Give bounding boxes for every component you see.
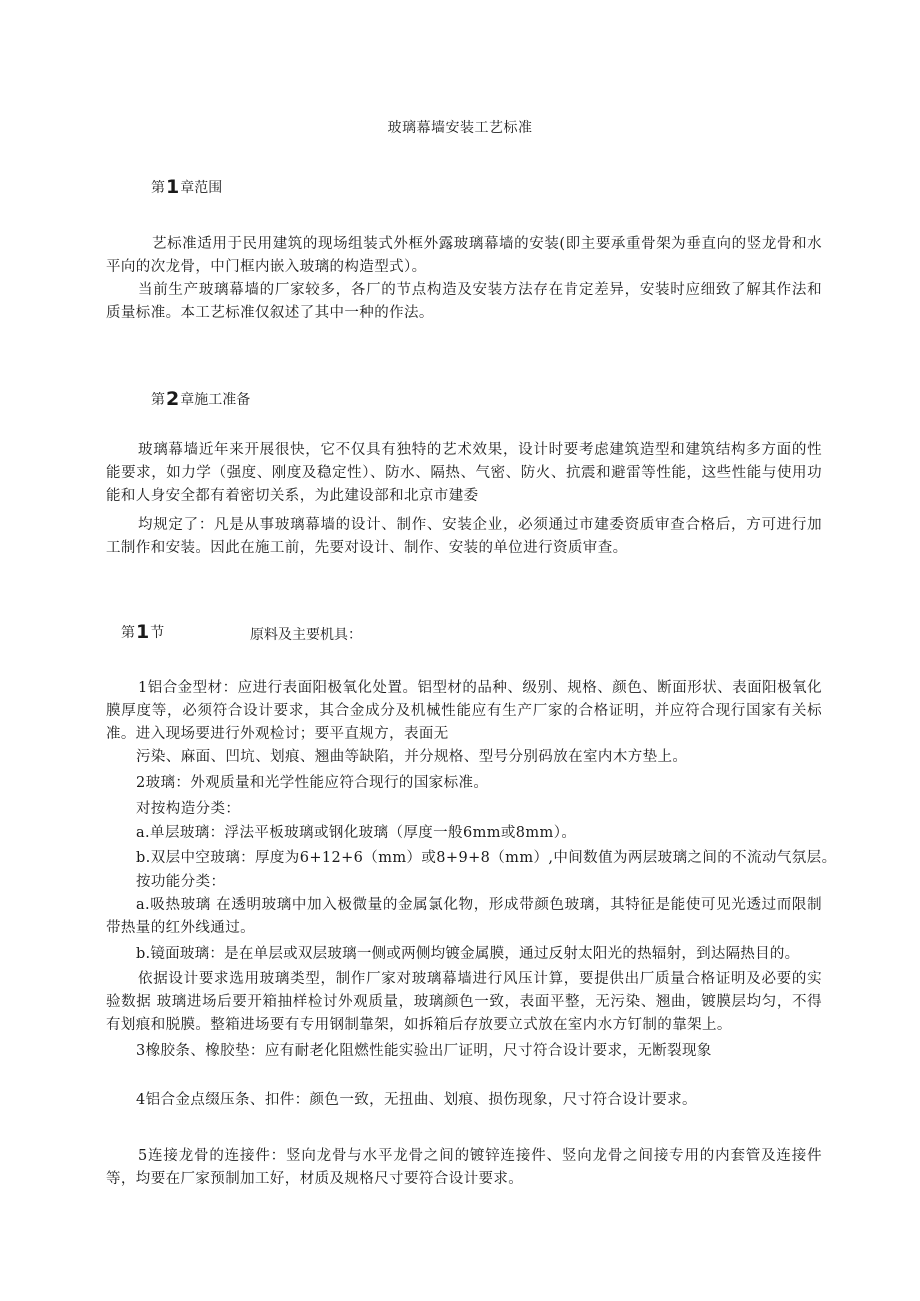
chapter-1-paragraph-1: 艺标准适用于民用建筑的现场组装式外框外露玻璃幕墙的安装(即主要承重骨架为垂直向的竖龙骨和水平向的次龙骨，中门框内嵌入玻璃的构造型式）。 [106,236,822,275]
mirror-glass: b.镜面玻璃：是在单层或双层玻璃一侧或两侧均镀金属膜，通过反射太阳光的热辐射，到达隔热目的。 [136,946,800,962]
double-layer-glass: b.双层中空玻璃：厚度为6+12+6（mm）或8+9+8（mm）,中间数值为两层玻璃之间的不流动气氛层。 [136,850,837,866]
section-1-prefix: 第 [121,625,135,641]
section-1-suffix: 节 [150,625,165,641]
item-1-continuation: 污染、麻面、凹坑、划痕、翘曲等缺陷，并分规格、型号分别码放在室内木方垫上。 [136,749,688,765]
chapter-1-prefix: 第 [151,180,165,196]
document-title: 玻璃幕墙安装工艺标准 [387,120,533,136]
glass-selection-paragraph: 依据设计要求选用玻璃类型，制作厂家对玻璃幕墙进行风压计算，要提供出厂质量合格证明及必要的实验数据 玻璃进场后要开箱抽样检讨外观质量，玻璃颜色一致，表面平整，无污染、翘曲，镀膜层均匀，不得有划痕和脱膜。整箱进场要有专用钢制靠架，如拆箱后存放要立式放在室内水方钉制的靠架上。 [106,971,822,1033]
chapter-2-title: 章施工准备 [180,392,251,408]
chapter-2-heading [151,388,250,410]
section-1-title: 原料及主要机具： [250,627,362,643]
glass-by-function-label: 按功能分类： [136,874,226,890]
chapter-1-number: 1 [166,176,180,198]
chapter-2-paragraph-2: 均规定了：凡是从事玻璃幕墙的设计、制作、安装企业，必须通过市建委资质审查合格后，方可进行加工制作和安装。因此在施工前，先要对设计、制作、安装的单位进行资质审查。 [106,517,822,556]
chapter-1-heading [151,176,222,198]
chapter-2-number: 2 [166,388,180,410]
chapter-2-prefix: 第 [151,392,165,408]
item-1-aluminum-profiles: 1铝合金型材：应进行表面阳极氧化处置。铝型材的品种、级别、规格、颜色、断面形状、表面阳极氧化膜厚度等，必须符合设计要求，其合金成分及机械性能应有生产厂家的合格证明，并应符合现行国家有关标准。进入现场要进行外观检讨；要平直规方，表面无 [106,680,822,742]
chapter-2-paragraph-1: 玻璃幕墙近年来开展很快，它不仅具有独特的艺术效果，设计时要考虑建筑造型和建筑结构多方面的性能要求，如力学（强度、刚度及稳定性）、防水、隔热、气密、防火、抗震和避雷等性能，这些性能与使用功能和人身安全都有着密切关系，为此建设部和北京市建委 [106,442,822,504]
section-1-number: 1 [136,621,150,643]
chapter-1-paragraph-2: 当前生产玻璃幕墙的厂家较多，各厂的节点构造及安装方法存在肯定差异，安装时应细致了解其作法和质量标准。本工艺标准仅叙述了其中一种的作法。 [106,282,822,321]
glass-by-structure-label: 对按构造分类： [136,801,241,817]
item-4-aluminum-trim: 4铝合金点缀压条、扣件：颜色一致，无扭曲、划痕、损伤现象，尺寸符合设计要求。 [136,1092,697,1108]
item-2-glass: 2玻璃：外观质量和光学性能应符合现行的国家标准。 [136,775,489,791]
section-1-heading [121,621,164,643]
chapter-1-title: 章范围 [180,180,223,196]
single-layer-glass: a.单层玻璃：浮法平板玻璃或钢化玻璃（厚度一般6mm或8mm）。 [136,825,577,841]
heat-absorbing-glass: a.吸热玻璃 在透明玻璃中加入极微量的金属氯化物，形成带颜色玻璃，其特征是能使可见光透过而限制带热量的红外线通过。 [106,897,822,936]
item-3-rubber-strips: 3橡胶条、橡胶垫：应有耐老化阻燃性能实验出厂证明，尺寸符合设计要求，无断裂现象 [136,1043,712,1059]
item-5-connectors: 5连接龙骨的连接件：竖向龙骨与水平龙骨之间的镀锌连接件、竖向龙骨之间接专用的内套管及连接件等，均要在厂家预制加工好，材质及规格尺寸要符合设计要求。 [106,1148,822,1187]
